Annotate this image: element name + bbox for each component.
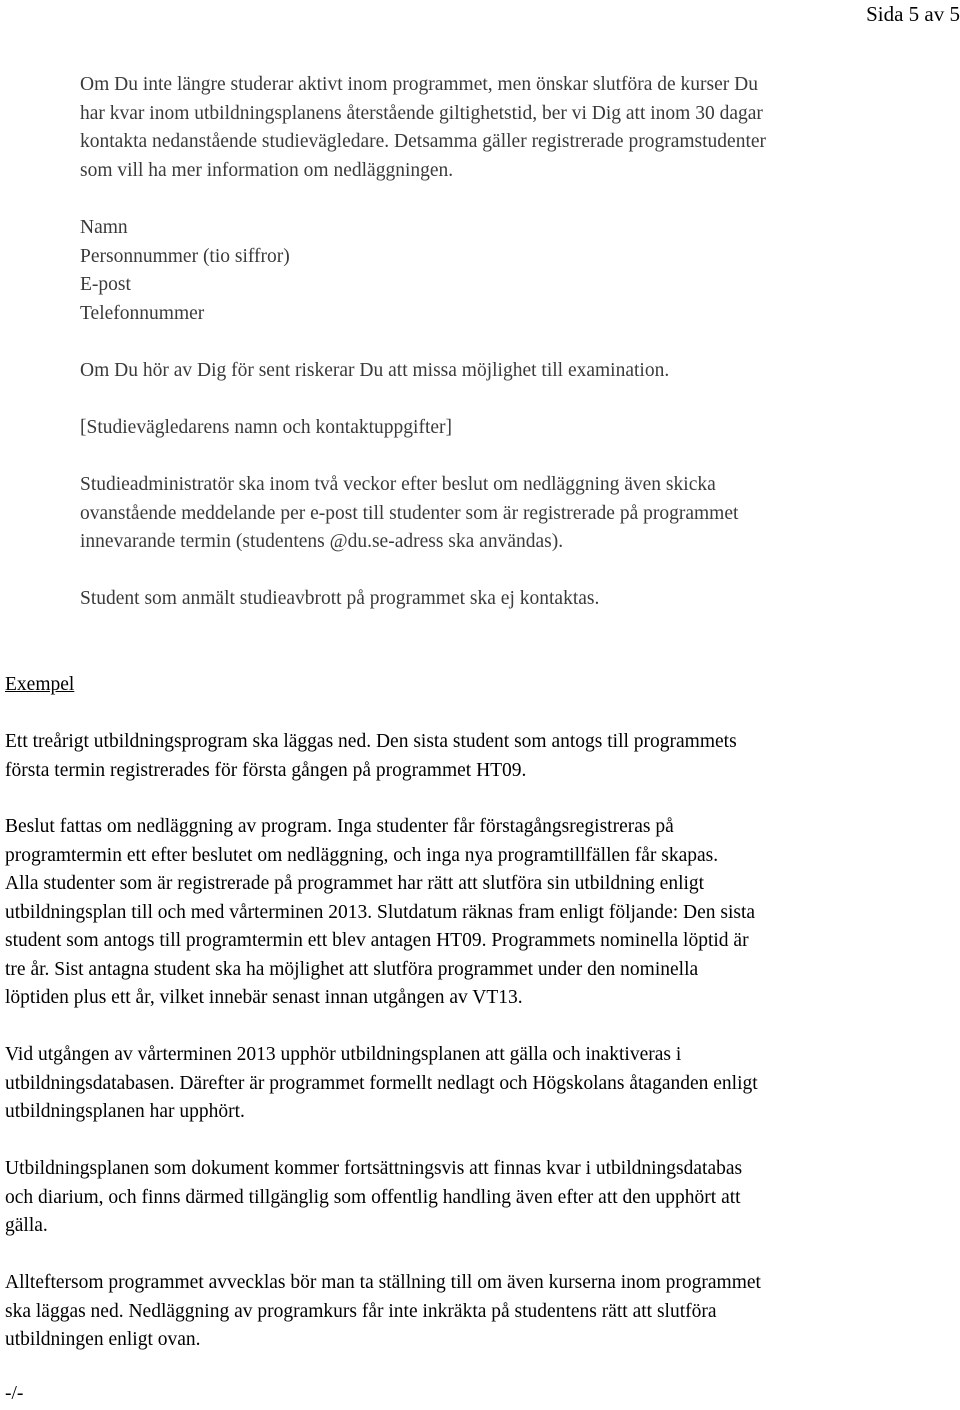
field-phone: Telefonnummer — [80, 302, 205, 324]
text-line: Ett treårigt utbildningsprogram ska läggas ned. Den sista student som antogs till programmets — [5, 731, 737, 752]
text-line: tre år. Sist antagna student ska ha möjlighet att slutföra programmet under den nominella — [5, 958, 699, 980]
text-line: Vid utgången av vårterminen 2013 upphör utbildningsplanen att gälla och inaktiveras i — [5, 1044, 682, 1065]
field-email: E-post — [80, 274, 131, 295]
late-contact-warning: Om Du hör av Dig för sent riskerar Du att missa möjlighet till examination. — [80, 360, 670, 381]
counselor-contact-placeholder: [Studievägledarens namn och kontaktuppgifter] — [80, 417, 453, 438]
example-paragraph-3 — [5, 1041, 955, 1127]
text-line: utbildningsdatabasen. Därefter är programmet formellt nedlagt och Högskolans åtaganden enligt — [5, 1072, 758, 1094]
text-line: Om Du inte längre studerar aktivt inom programmet, men önskar slutföra de kurser Du — [80, 74, 758, 95]
text-line: utbildningsplanen har upphört. — [5, 1101, 245, 1122]
notice-intro — [80, 71, 940, 185]
text-line: löptiden plus ett år, vilket innebär senast innan utgången av VT13. — [5, 987, 523, 1008]
example-heading: Exempel — [5, 674, 75, 695]
text-line: Beslut fattas om nedläggning av program. Inga studenter får förstagångsregistreras på — [5, 816, 674, 837]
text-line: ovanstående meddelande per e-post till studenter som är registrerade på programmet — [80, 502, 739, 524]
field-personal-number: Personnummer (tio siffror) — [80, 245, 290, 267]
text-line: och diarium, och finns därmed tillgänglig som offentlig handling även efter att den upphört att — [5, 1186, 741, 1208]
text-line: Alla studenter som är registrerade på programmet har rätt att slutföra sin utbildning enligt — [5, 873, 705, 894]
text-line: utbildningen enligt ovan. — [5, 1329, 201, 1350]
example-paragraph-2 — [5, 813, 955, 1013]
text-line: programtermin ett efter beslutet om nedläggning, och inga nya programtillfällen får skapas. — [5, 844, 719, 866]
text-line: som vill ha mer information om nedläggningen. — [80, 159, 454, 181]
text-line: första termin registrerades för första gången på programmet HT09. — [5, 759, 527, 781]
example-paragraph-4 — [5, 1155, 955, 1241]
example-paragraph-5 — [5, 1269, 955, 1355]
text-line: Studieadministratör ska inom två veckor efter beslut om nedläggning även skicka — [80, 474, 716, 495]
text-line: Allteftersom programmet avvecklas bör man ta ställning till om även kurserna inom programmet — [5, 1272, 761, 1293]
field-name: Namn — [80, 217, 128, 238]
admin-instruction — [80, 471, 940, 557]
end-mark: -/- — [5, 1383, 24, 1404]
text-line: Utbildningsplanen som dokument kommer fortsättningsvis att finnas kvar i utbildningsdatabas — [5, 1158, 743, 1179]
example-paragraph-1 — [5, 728, 955, 785]
text-line: utbildningsplan till och med vårterminen 2013. Slutdatum räknas fram enligt följande: Den sista — [5, 901, 756, 923]
page-number: Sida 5 av 5 — [866, 2, 960, 26]
text-line: gälla. — [5, 1215, 48, 1236]
text-line: har kvar inom utbildningsplanens återstående giltighetstid, ber vi Dig att inom 30 dagar — [80, 102, 763, 124]
no-contact-note: Student som anmält studieavbrott på programmet ska ej kontaktas. — [80, 588, 600, 609]
contact-fields-list — [80, 214, 940, 328]
text-line: ska läggas ned. Nedläggning av programkurs får inte inkräkta på studentens rätt att slutföra — [5, 1300, 717, 1322]
text-line: kontakta nedanstående studievägledare. Detsamma gäller registrerade programstudenter — [80, 131, 767, 152]
text-line: student som antogs till programtermin ett blev antagen HT09. Programmets nominella löptid är — [5, 930, 749, 951]
text-line: innevarande termin (studentens @du.se-adress ska användas). — [80, 531, 564, 552]
